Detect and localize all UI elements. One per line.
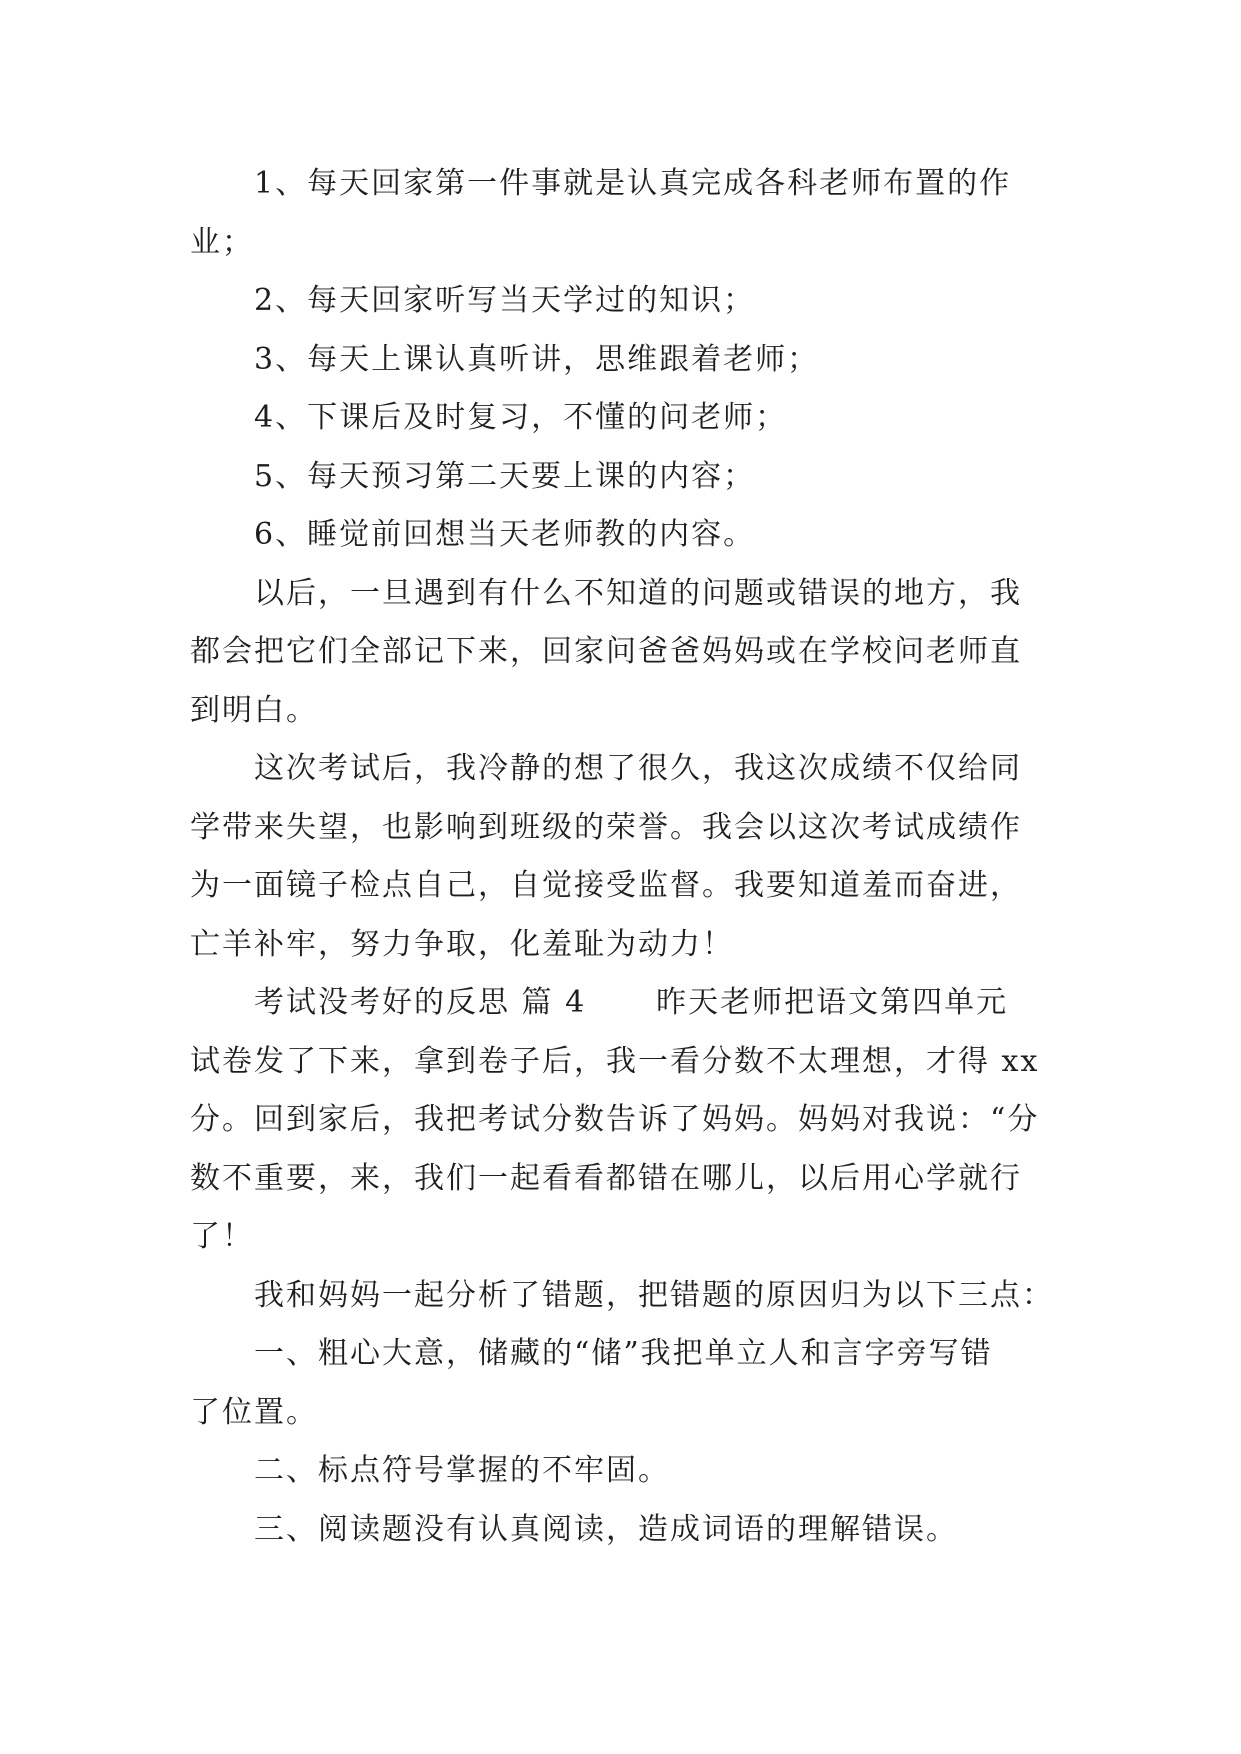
paragraph-line: 为一面镜子检点自己，自觉接受监督。我要知道羞而奋进， <box>190 868 1022 903</box>
plan-item <box>190 331 1060 390</box>
paragraph-line: 这次考试后，我冷静的想了很久，我这次成绩不仅给同 <box>254 751 1022 786</box>
analysis-point-line: 二、标点符号掌握的不牢固。 <box>254 1453 670 1488</box>
analysis-point-line: 三、阅读题没有认真阅读，造成词语的理解错误。 <box>254 1511 958 1547</box>
paragraph-line: 数不重要，来，我们一起看看都错在哪儿，以后用心学就行 <box>190 1160 1022 1196</box>
plan-item <box>190 155 1060 272</box>
paragraph-line: 我和妈妈一起分析了错题，把错题的原因归为以下三点： <box>254 1277 1054 1313</box>
plan-item <box>190 272 1060 331</box>
plan-item <box>190 448 1060 507</box>
paragraph-line: 试卷发了下来，拿到卷子后，我一看分数不太理想，才得 xx <box>190 1043 1040 1079</box>
plan-item <box>190 389 1060 448</box>
analysis-point-line: 一、粗心大意，储藏的“储”我把单立人和言字旁写错 <box>254 1336 993 1371</box>
analysis-point <box>190 1442 1060 1501</box>
analysis-point <box>190 1325 1060 1442</box>
plan-item-line: 4、下课后及时复习，不懂的问老师； <box>254 400 788 435</box>
section-4 <box>190 974 1060 1267</box>
paragraph-line: 都会把它们全部记下来，回家问爸爸妈妈或在学校问老师直 <box>190 634 1022 669</box>
section-4-first-line <box>190 974 1060 1033</box>
section-heading: 考试没考好的反思 篇 4 <box>254 985 587 1020</box>
section-lead: 昨天老师把语文第四单元 <box>656 985 1009 1020</box>
plan-item-line: 6、睡觉前回想当天老师教的内容。 <box>254 517 756 552</box>
analysis-intro <box>190 1267 1060 1326</box>
paragraph-line: 到明白。 <box>190 692 318 728</box>
plan-item-line: 3、每天上课认真听讲，思维跟着老师； <box>254 341 820 377</box>
analysis-point <box>190 1501 1060 1560</box>
paragraph-line: 以后，一旦遇到有什么不知道的问题或错误的地方，我 <box>254 575 1022 611</box>
plan-item-line: 业； <box>190 224 254 260</box>
plan-item-line: 1、每天回家第一件事就是认真完成各科老师布置的作 <box>254 166 1012 201</box>
paragraph-line: 分。回到家后，我把考试分数告诉了妈妈。妈妈对我说：“分 <box>190 1102 1040 1137</box>
plan-item-line: 5、每天预习第二天要上课的内容； <box>254 458 756 494</box>
analysis-point-line: 了位置。 <box>190 1394 318 1430</box>
plan-item <box>190 506 1060 565</box>
paragraph-line: 亡羊补牢，努力争取，化羞耻为动力！ <box>190 926 734 962</box>
plan-item-line: 2、每天回家听写当天学过的知识； <box>254 283 756 318</box>
paragraph-line: 学带来失望，也影响到班级的荣誉。我会以这次考试成绩作 <box>190 809 1022 845</box>
paragraph-later <box>190 565 1060 741</box>
document-body <box>190 155 1060 1559</box>
paragraph-line: 了！ <box>190 1219 254 1254</box>
paragraph-reflection <box>190 740 1060 974</box>
